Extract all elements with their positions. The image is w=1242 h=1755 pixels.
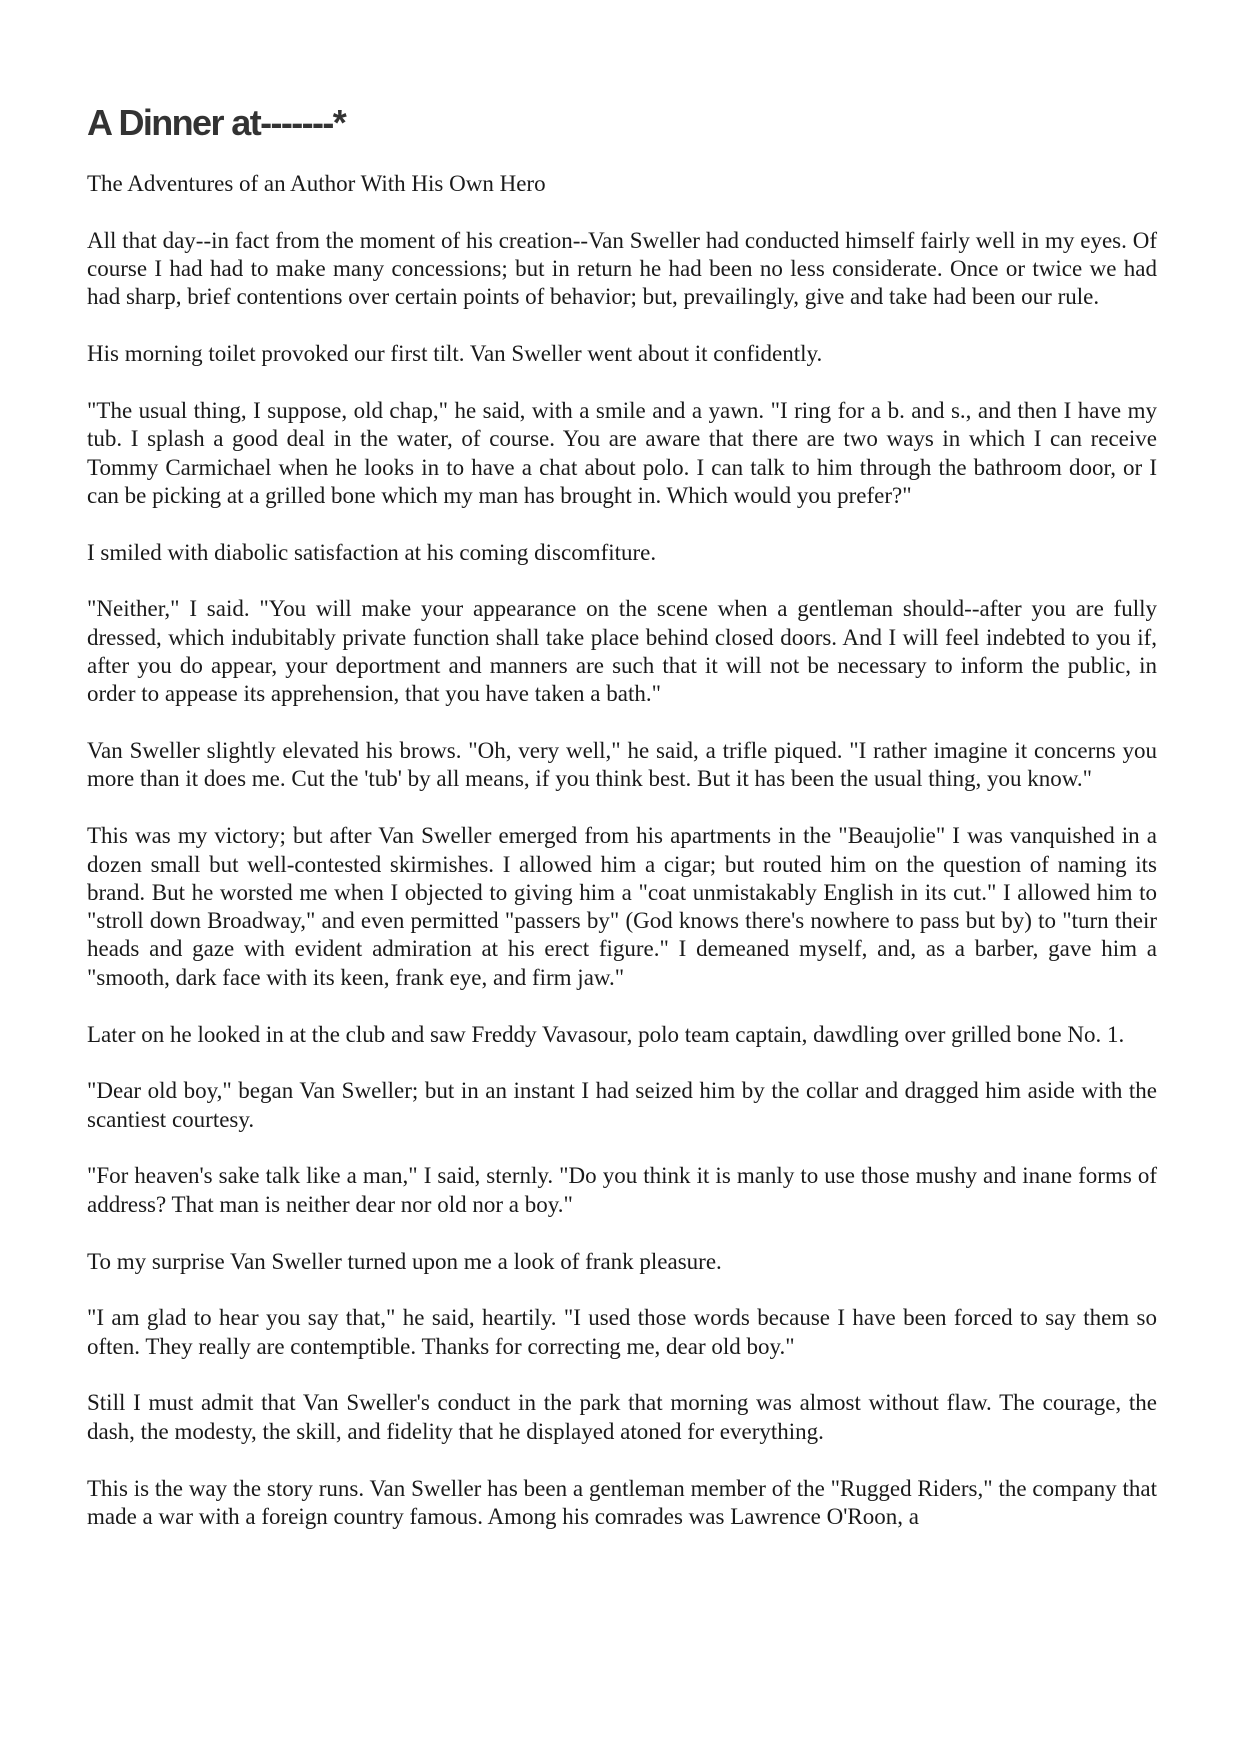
paragraph-1: All that day--in fact from the moment of his creation--Van Sweller had conducted himself fairly well in my eyes. Of course I had had to make many concessions; but in return he had been no less considerate. Once or twice we had had sharp, brief contentions over certain points of behavior; but, prevailingly, give and take had been our rule.: [87, 227, 1157, 310]
paragraph-9: "Dear old boy," began Van Sweller; but in an instant I had seized him by the collar and dragged him aside with the scantiest courtesy.: [87, 1078, 1157, 1132]
paragraph-6: Van Sweller slightly elevated his brows. "Oh, very well," he said, a trifle piqued. "I rather imagine it concerns you more than it does me. Cut the 'tub' by all means, if you think best. But it has been the usual thing, you know.": [87, 738, 1157, 792]
paragraph-3: "The usual thing, I suppose, old chap," he said, with a smile and a yawn. "I ring for a b. and s., and then I have my tub. I splash a good deal in the water, of course. You are aware that there are two ways in which I can receive Tommy Carmichael when he looks in to have a chat about polo. I can talk to him through the bathroom door, or I can be picking at a grilled bone which my man has brought in. Which would you prefer?": [87, 397, 1157, 508]
document-title: A Dinner at-------*: [87, 102, 346, 143]
document-subtitle: The Adventures of an Author With His Own Hero: [87, 171, 546, 196]
paragraph-5: "Neither," I said. "You will make your appearance on the scene when a gentleman should--after you are fully dressed, which indubitably private function shall take place behind closed doors. And I will feel indebted to you if, after you do appear, your deportment and manners are such that it will not be necessary to inform the public, in order to appease its apprehension, that you have taken a bath.": [87, 596, 1157, 707]
paragraph-11: To my surprise Van Sweller turned upon me a look of frank pleasure.: [87, 1248, 722, 1274]
paragraph-8: Later on he looked in at the club and saw Freddy Vavasour, polo team captain, dawdling over grilled bone No. 1.: [87, 1021, 1125, 1047]
paragraph-4: I smiled with diabolic satisfaction at his coming discomfiture.: [87, 539, 657, 565]
paragraph-2: His morning toilet provoked our first tilt. Van Sweller went about it confidently.: [87, 341, 823, 367]
paragraph-13: Still I must admit that Van Sweller's conduct in the park that morning was almost without flaw. The courage, the dash, the modesty, the skill, and fidelity that he displayed atoned for everything.: [87, 1390, 1157, 1444]
paragraph-12: "I am glad to hear you say that," he said, heartily. "I used those words because I have been forced to say them so often. They really are contemptible. Thanks for correcting me, dear old boy.": [87, 1305, 1157, 1359]
document-page: [87, 98, 1157, 1560]
paragraph-10: "For heaven's sake talk like a man," I said, sternly. "Do you think it is manly to use those mushy and inane forms of address? That man is neither dear nor old nor a boy.": [87, 1163, 1157, 1217]
paragraph-7: This was my victory; but after Van Sweller emerged from his apartments in the "Beaujolie" I was vanquished in a dozen small but well-contested skirmishes. I allowed him a cigar; but routed him on the question of naming its brand. But he worsted me when I objected to giving him a "coat unmistakably English in its cut." I allowed him to "stroll down Broadway," and even permitted "passers by" (God knows there's nowhere to pass but by) to "turn their heads and gaze with evident admiration at his erect figure." I demeaned myself, and, as a barber, gave him a "smooth, dark face with its keen, frank eye, and firm jaw.": [87, 823, 1157, 990]
paragraph-14: This is the way the story runs. Van Sweller has been a gentleman member of the "Rugged Riders," the company that made a war with a foreign country famous. Among his comrades was Lawrence O'Roon, a: [87, 1475, 1157, 1529]
